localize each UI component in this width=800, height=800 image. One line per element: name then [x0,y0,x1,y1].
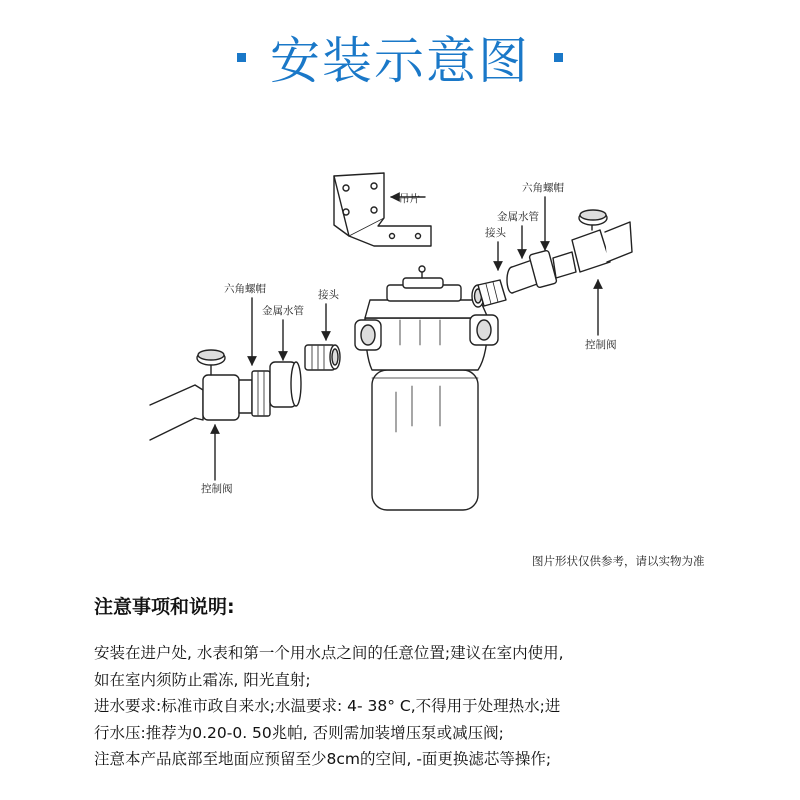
notes-line: 如在室内须防止霜冻, 阳光直射; [94,670,311,689]
page-title: 安装示意图 [270,32,530,90]
label-right-valve: 控制阀 [585,339,617,351]
label-left-valve: 控制阀 [201,483,233,495]
notes-line: 注意本产品底部至地面应预留至少8cm的空间, -面更换滤芯等操作; [94,750,552,769]
label-right-hex-nut: 六角螺帽 [522,182,564,194]
notes-body [94,640,774,773]
label-bracket: 吊片 [399,193,420,205]
label-right-metal-pipe: 金属水管 [497,211,539,223]
bracket-illustration [334,173,431,246]
left-connector [305,345,340,370]
notes-line: 安装在进户处, 水表和第一个用水点之间的任意位置;建议在室内使用, [94,644,564,662]
label-left-metal-pipe: 金属水管 [262,305,304,317]
notes-line: 进水要求:标准市政自来水;水温要求: 4- 38° C,不得用于处理热水;进 [94,697,561,716]
disclaimer: 图片形状仅供参考，请以实物为准 [532,554,705,568]
label-right-connector: 接头 [485,227,506,239]
title-right-dot [554,53,563,62]
installation-diagram [0,150,800,550]
label-left-hex-nut: 六角螺帽 [224,283,266,295]
left-pipe-assembly [150,350,301,440]
right-connector [472,280,506,307]
label-left-connector: 接头 [318,289,339,301]
notes-line: 行水压:推荐为0.20-0. 50兆帕, 否则需加装增压泵或减压阀; [94,723,504,742]
title-bar [0,22,800,92]
notes-heading: 注意事项和说明: [94,596,235,618]
title-left-dot [237,53,246,62]
